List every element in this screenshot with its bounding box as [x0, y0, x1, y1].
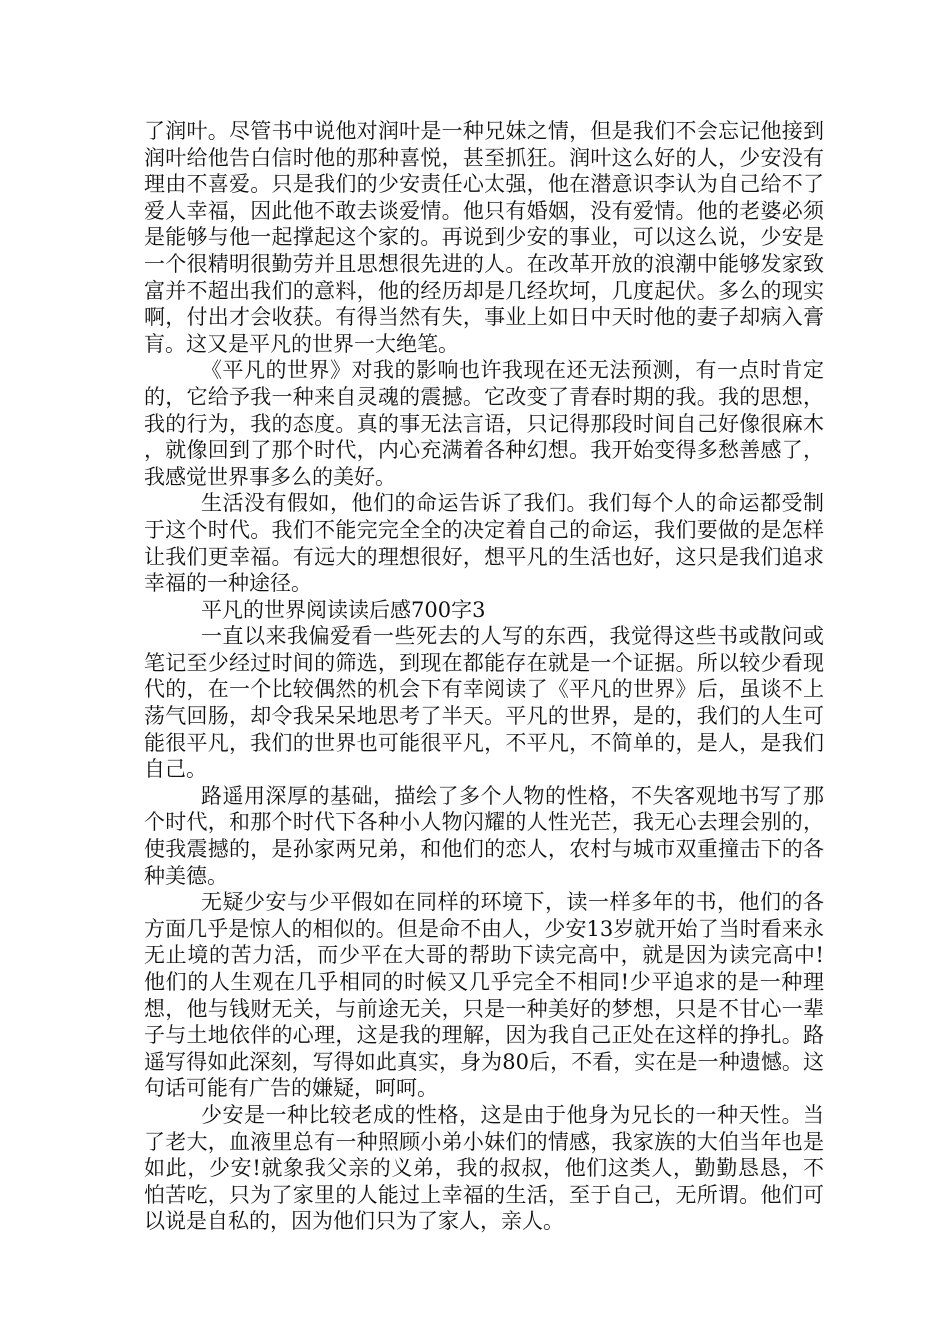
paragraph-4: 一直以来我偏爱看一些死去的人写的东西，我觉得这些书或散问或笔记至少经过时间的筛选，到现在都能存在就是一个证据。所以较少看现代的，在一个比较偶然的机会下有幸阅读了《平凡的世界》后，虽谈不上荡气回肠，却令我呆呆地思考了半天。平凡的世界，是的，我们的人生可能很平凡，我们的世界也可能很平凡，不平凡，不简单的，是人，是我们自己。: [144, 624, 824, 782]
paragraph-2: 《平凡的世界》对我的影响也许我现在还无法预测，有一点时肯定的，它给予我一种来自灵魂的震撼。它改变了青春时期的我。我的思想，我的行为，我的态度。真的事无法言语，只记得那段时间自己好像很麻木，就像回到了那个时代，内心充满着各种幻想。我开始变得多愁善感了，我感觉世界事多么的美好。: [144, 358, 824, 489]
paragraph-3: 生活没有假如，他们的命运告诉了我们。我们每个人的命运都受制于这个时代。我们不能完完全全的决定着自己的命运，我们要做的是怎样让我们更幸福。有远大的理想很好，想平凡的生活也好，这只是我们追求幸福的一种途径。: [144, 491, 824, 596]
paragraph-7: 少安是一种比较老成的性格，这是由于他身为兄长的一种天性。当了老大，血液里总有一种照顾小弟小妹们的情感，我家族的大伯当年也是如此，少安!就象我父亲的义弟，我的叔叔，他们这类人，勤勤恳恳，不怕苦吃，只为了家里的人能过上幸福的生活，至于自己，无所谓。他们可以说是自私的，因为他们只为了家人，亲人。: [144, 1102, 824, 1234]
paragraph-6: 无疑少安与少平假如在同样的环境下，读一样多年的书，他们的各方面几乎是惊人的相似的。但是命不由人，少安13岁就开始了当时看来永无止境的苦力活，而少平在大哥的帮助下读完高中，就是因为读完高中!他们的人生观在几乎相同的时候又几乎完全不相同!少平追求的是一种理想，他与钱财无关，与前途无关，只是一种美好的梦想，只是不甘心一辈子与土地依伴的心理，这是我的理解，因为我自己正处在这样的挣扎。路遥写得如此深刻，写得如此真实，身为80后，不看，实在是一种遗憾。这句话可能有广告的嫌疑，呵呵。: [144, 890, 824, 1101]
paragraph-1: 了润叶。尽管书中说他对润叶是一种兄妹之情，但是我们不会忘记他接到润叶给他告白信时他的那种喜悦，甚至抓狂。润叶这么好的人，少安没有理由不喜爱。只是我们的少安责任心太强，他在潜意识李认为自己给不了爱人幸福，因此他不敢去谈爱情。他只有婚姻，没有爱情。他的老婆必须是能够与他一起撑起这个家的。再说到少安的事业，可以这么说，少安是一个很精明很勤劳并且思想很先进的人。在改革开放的浪潮中能够发家致富并不超出我们的意料，他的经历却是几经坎坷，几度起伏。多么的现实啊，付出才会收获。有得当然有失，事业上如日中天时他的妻子却病入膏肓。这又是平凡的世界一大绝笔。: [144, 119, 824, 356]
document-body: [144, 118, 824, 1235]
section-heading: 平凡的世界阅读读后感700字3: [201, 597, 486, 622]
paragraph-5: 路遥用深厚的基础，描绘了多个人物的性格，不失客观地书写了那个时代，和那个时代下各种小人物闪耀的人性光芒，我无心去理会别的，使我震撼的，是孙家两兄弟，和他们的恋人，农村与城市双重撞击下的各种美德。: [144, 783, 824, 888]
